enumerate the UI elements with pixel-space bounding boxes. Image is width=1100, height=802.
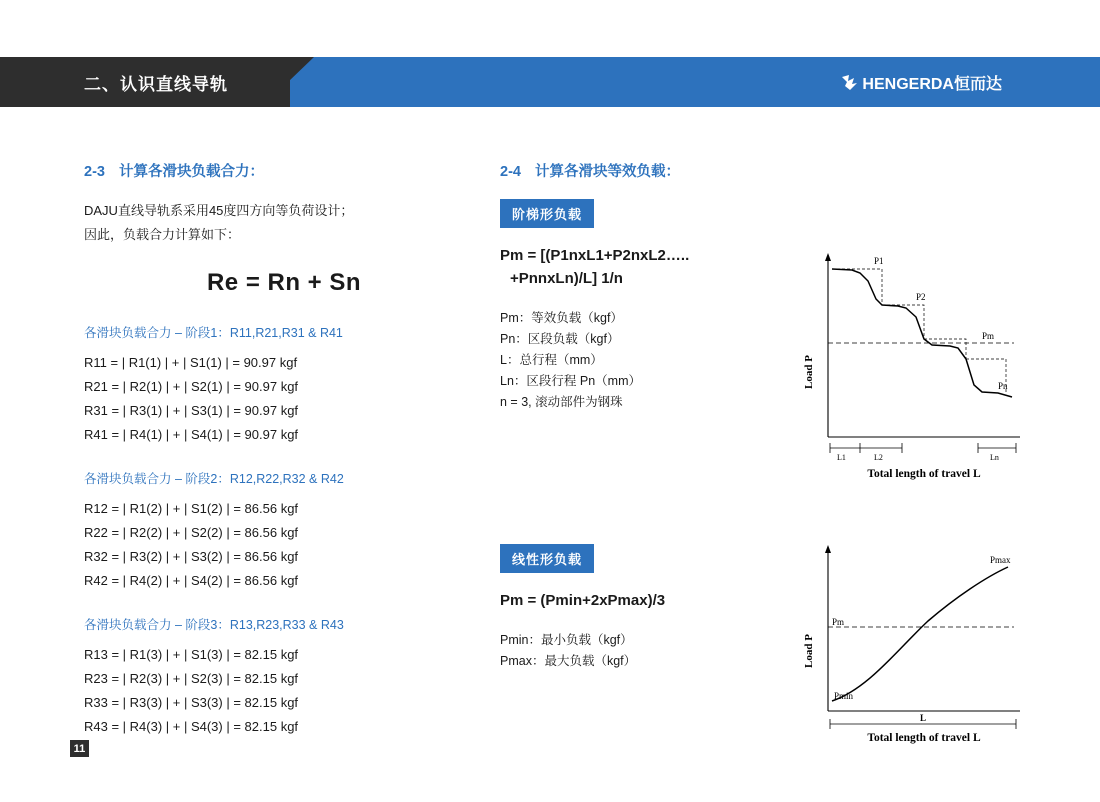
svg-text:Load P: Load P <box>803 634 815 668</box>
brand-logo <box>841 71 1002 94</box>
load-group-3-row-1: R13 = | R1(3) | + | S1(3) | = 82.15 kgf <box>84 647 299 662</box>
main-formula: Re = Rn + Sn <box>206 269 362 296</box>
load-group-2-row-1: R12 = | R1(2) | + | S1(2) | = 86.56 kgf <box>84 501 299 516</box>
linear-load-def-1: Pmin：最小负载（kgf） <box>500 633 633 647</box>
step-load-equation-line-2: +PnnxLn)/L] 1/n <box>510 270 623 287</box>
svg-text:L1: L1 <box>837 453 846 462</box>
load-group-3-row-4: R43 = | R4(3) | + | S4(3) | = 82.15 kgf <box>84 719 299 734</box>
step-load-block <box>500 199 1040 489</box>
linear-load-equation: Pm = (Pmin+2xPmax)/3 <box>500 592 666 609</box>
header-notch-shape <box>262 57 314 107</box>
linear-load-def-2: Pmax：最大负载（kgf） <box>500 654 637 668</box>
svg-text:Pmin: Pmin <box>834 691 854 701</box>
load-group-2-heading: 各滑块负载合力 – 阶段2：R12,R22,R32 & R42 <box>84 472 344 486</box>
step-load-def-2: Pn：区段负载（kgf） <box>500 332 620 346</box>
section-2-4-number: 2-4 <box>500 164 521 180</box>
svg-text:Pn: Pn <box>998 381 1008 391</box>
load-group-1-row-3: R31 = | R3(1) | + | S3(1) | = 90.97 kgf <box>84 403 299 418</box>
linear-load-badge: 线性形负载 <box>500 544 594 573</box>
load-group-2-row-2: R22 = | R2(2) | + | S2(2) | = 86.56 kgf <box>84 525 299 540</box>
intro-line-1: DAJU直线导轨系采用45度四方向等负荷设计； <box>84 203 354 218</box>
svg-text:Total length of travel L: Total length of travel L <box>867 468 981 480</box>
step-load-def-1: Pm：等效负载（kgf） <box>500 311 623 325</box>
load-group-3-row-2: R23 = | R2(3) | + | S2(3) | = 82.15 kgf <box>84 671 299 686</box>
section-2-3-title <box>84 160 484 181</box>
load-group-1-row-2: R21 = | R2(1) | + | S2(1) | = 90.97 kgf <box>84 379 299 394</box>
load-group-2-row-4: R42 = | R4(2) | + | S4(2) | = 86.56 kgf <box>84 573 299 588</box>
right-column <box>500 160 1040 794</box>
page-number-badge: 11 <box>70 740 89 757</box>
svg-text:Ln: Ln <box>990 453 999 462</box>
page-header <box>0 57 1100 107</box>
step-load-badge: 阶梯形负载 <box>500 199 594 228</box>
load-group-3 <box>84 615 484 739</box>
load-group-3-heading: 各滑块负载合力 – 阶段3：R13,R23,R33 & R43 <box>84 618 344 632</box>
brand-name: HENGERDA恒而达 <box>862 76 1002 93</box>
svg-text:Total length of travel L: Total length of travel L <box>867 732 981 744</box>
svg-text:Pm: Pm <box>832 617 845 627</box>
linear-load-chart <box>798 539 1028 764</box>
step-load-chart <box>798 247 1028 492</box>
step-load-def-5: n = 3, 滚动部件为钢珠 <box>500 395 623 409</box>
svg-text:Pmax: Pmax <box>990 555 1011 565</box>
section-2-4-title <box>500 160 1040 181</box>
load-group-1 <box>84 323 484 447</box>
svg-text:P2: P2 <box>916 292 926 302</box>
step-load-def-3: L：总行程（mm） <box>500 353 603 367</box>
load-group-1-heading: 各滑块负载合力 – 阶段1：R11,R21,R31 & R41 <box>84 326 343 340</box>
load-group-1-row-4: R41 = | R4(1) | + | S4(1) | = 90.97 kgf <box>84 427 299 442</box>
linear-load-block <box>500 544 1040 794</box>
intro-line-2: 因此，负载合力计算如下： <box>84 227 241 242</box>
step-load-def-4: Ln：区段行程 Pn（mm） <box>500 374 641 388</box>
load-group-3-row-3: R33 = | R3(3) | + | S3(3) | = 82.15 kgf <box>84 695 299 710</box>
svg-text:L: L <box>920 713 927 723</box>
svg-text:P1: P1 <box>874 256 884 266</box>
load-group-2 <box>84 469 484 593</box>
load-group-2-row-3: R32 = | R3(2) | + | S3(2) | = 86.56 kgf <box>84 549 299 564</box>
section-2-4-label: 计算各滑块等效负载： <box>534 164 680 180</box>
svg-text:L2: L2 <box>874 453 883 462</box>
page-title: 二、认识直线导轨 <box>84 75 228 94</box>
section-2-3-label: 计算各滑块负载合力： <box>118 164 264 180</box>
load-group-1-row-1: R11 = | R1(1) | + | S1(1) | = 90.97 kgf <box>84 355 298 370</box>
step-load-equation-line-1: Pm = [(P1nxL1+P2nxL2….. <box>500 247 690 264</box>
section-2-3-number: 2-3 <box>84 164 105 180</box>
svg-text:Pm: Pm <box>982 331 995 341</box>
svg-text:Load P: Load P <box>803 355 815 389</box>
logo-mark-icon <box>841 74 858 91</box>
left-column <box>84 160 484 761</box>
